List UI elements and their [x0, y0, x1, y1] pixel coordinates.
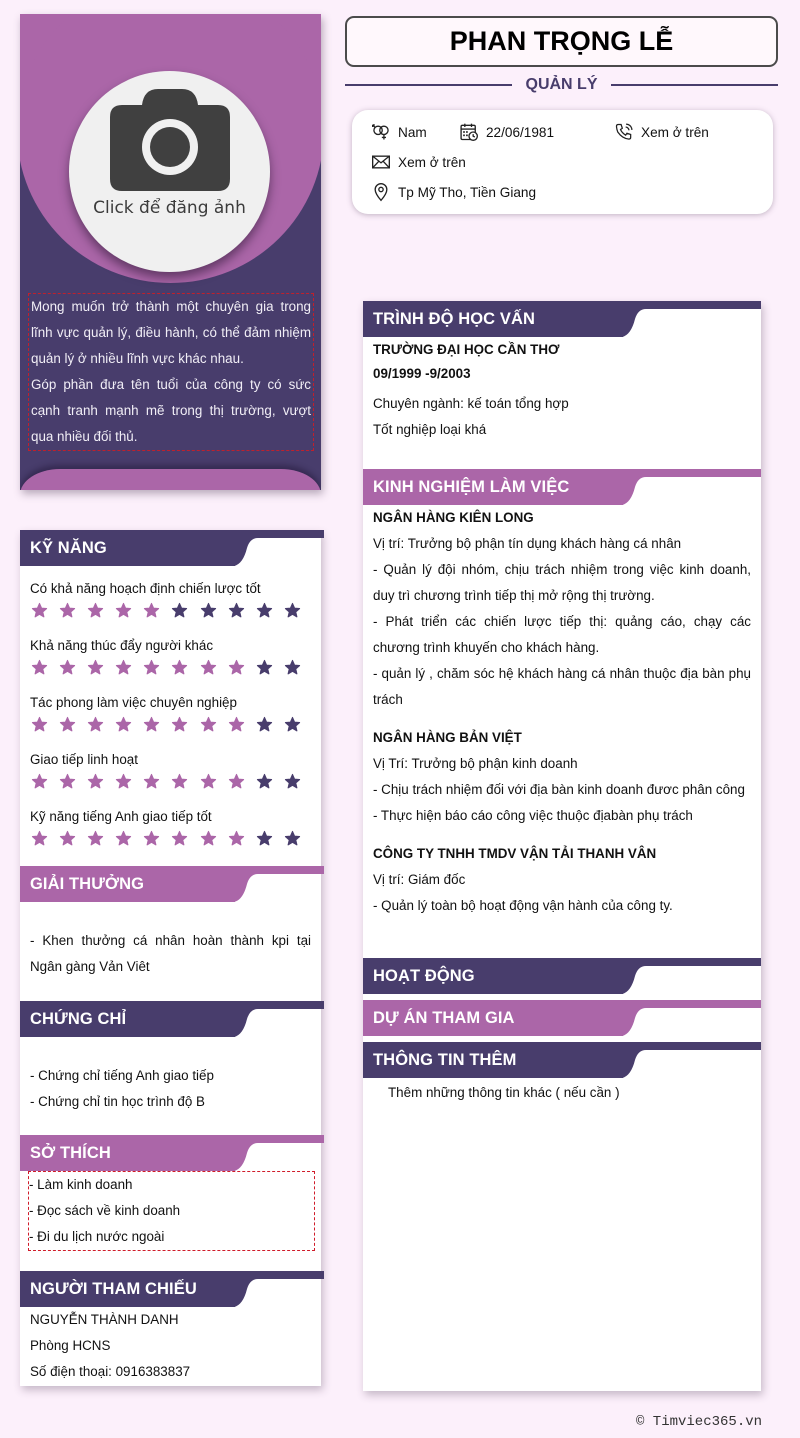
star-filled-icon[interactable]: [142, 830, 170, 848]
star-empty-icon[interactable]: [283, 659, 311, 677]
job-line: - Phát triển các chiến lược tiếp thị: quảng cáo, chạy các chương trình khuyến cho khách hàng.: [373, 614, 751, 655]
star-filled-icon[interactable]: [114, 773, 142, 791]
section-title: THÔNG TIN THÊM: [373, 1051, 517, 1069]
skill-name: Tác phong làm việc chuyên nghiệp: [30, 695, 237, 710]
star-filled-icon[interactable]: [114, 602, 142, 620]
star-filled-icon[interactable]: [30, 716, 58, 734]
section-header-experience: [363, 469, 761, 505]
skill-rating[interactable]: [30, 657, 311, 692]
skill-item[interactable]: [20, 692, 321, 749]
section-header-awards: [20, 866, 324, 902]
certificates-list[interactable]: [20, 1063, 321, 1115]
star-empty-icon[interactable]: [170, 602, 198, 620]
candidate-role[interactable]: QUẢN LÝ: [525, 76, 598, 93]
star-empty-icon[interactable]: [255, 659, 283, 677]
info-email[interactable]: [371, 152, 466, 172]
star-filled-icon[interactable]: [30, 773, 58, 791]
education-content[interactable]: [363, 337, 761, 443]
header-wave: [234, 866, 294, 902]
section-header-additional: [363, 1042, 761, 1078]
star-filled-icon[interactable]: [86, 716, 114, 734]
certificate-item: - Chứng chỉ tiếng Anh giao tiếp: [30, 1068, 214, 1083]
address-value: Tp Mỹ Tho, Tiền Giang: [398, 184, 537, 200]
star-empty-icon[interactable]: [199, 602, 227, 620]
objective-paragraph: Mong muốn trở thành một chuyên gia trong lĩnh vực quản lý, điều hành, có thể đảm nhiệm quản lý ở nhiều lĩnh vực khác nhau.: [31, 299, 311, 366]
job-line: - Thực hiện báo cáo công việc thuộc địabàn phụ trách: [373, 808, 693, 823]
star-filled-icon[interactable]: [199, 830, 227, 848]
star-filled-icon[interactable]: [86, 830, 114, 848]
star-filled-icon[interactable]: [170, 716, 198, 734]
education-line: Chuyên ngành: kế toán tổng hợp: [373, 396, 569, 411]
skill-item[interactable]: [20, 578, 321, 635]
star-filled-icon[interactable]: [58, 773, 86, 791]
star-empty-icon[interactable]: [255, 830, 283, 848]
job-line: Vị trí: Trưởng bộ phận tín dụng khách hàng cá nhân: [373, 536, 682, 551]
right-column: [363, 301, 761, 1391]
header-wave: [622, 958, 682, 994]
section-header-hobbies: [20, 1135, 324, 1171]
header-wave: [622, 1000, 682, 1036]
mail-icon: [371, 152, 391, 172]
phone-icon: [614, 122, 634, 142]
skill-name: Kỹ năng tiếng Anh giao tiếp tốt: [30, 809, 212, 824]
star-filled-icon[interactable]: [227, 659, 255, 677]
contact-info-card: [352, 110, 773, 214]
calendar-icon: [459, 122, 479, 142]
location-icon: [371, 182, 391, 202]
phone-value: Xem ở trên: [641, 124, 709, 140]
skills-list: [20, 578, 321, 863]
header-wave: [234, 1001, 294, 1037]
header-wave: [622, 1042, 682, 1078]
education-line: Tốt nghiệp loại khá: [373, 422, 487, 437]
star-filled-icon[interactable]: [58, 830, 86, 848]
objective-paragraph: Góp phần đưa tên tuổi của công ty có sức cạnh tranh mạnh mẽ trong thị trường, vượt qua nhiều đối thủ.: [31, 377, 311, 444]
profile-panel: [20, 14, 321, 490]
section-title: HOẠT ĐỘNG: [373, 967, 475, 985]
school-name: TRƯỜNG ĐẠI HỌC CẦN THƠ: [373, 342, 560, 357]
role-divider: [345, 74, 778, 96]
star-filled-icon[interactable]: [199, 716, 227, 734]
reference-name: NGUYỄN THÀNH DANH: [30, 1312, 179, 1327]
header-wave: [234, 1271, 294, 1307]
skill-name: Khả năng thúc đẩy người khác: [30, 638, 214, 653]
references-list[interactable]: [20, 1307, 321, 1385]
section-title: GIẢI THƯỞNG: [30, 875, 145, 893]
header-wave: [622, 301, 682, 337]
star-filled-icon[interactable]: [199, 659, 227, 677]
star-filled-icon[interactable]: [86, 602, 114, 620]
additional-info-text[interactable]: Thêm những thông tin khác ( nếu cần ): [388, 1085, 620, 1100]
star-filled-icon[interactable]: [114, 716, 142, 734]
avatar-upload-label: Click để đăng ảnh: [93, 198, 246, 218]
star-filled-icon[interactable]: [30, 830, 58, 848]
section-header-references: [20, 1271, 324, 1307]
job-line: - quản lý , chăm sóc hệ khách hàng cá nhân thuộc địa bàn phụ trách: [373, 666, 751, 707]
info-gender[interactable]: [371, 122, 427, 142]
email-value: Xem ở trên: [398, 154, 466, 170]
skill-item[interactable]: [20, 806, 321, 863]
gender-icon: [371, 122, 391, 142]
skill-item[interactable]: [20, 635, 321, 692]
star-filled-icon[interactable]: [58, 716, 86, 734]
candidate-name[interactable]: PHAN TRỌNG LỄ: [345, 16, 778, 67]
section-title: KỸ NĂNG: [30, 539, 107, 557]
reference-department: Phòng HCNS: [30, 1338, 111, 1353]
info-address[interactable]: [371, 182, 536, 202]
section-header-projects: [363, 1000, 761, 1036]
star-filled-icon[interactable]: [142, 716, 170, 734]
star-filled-icon[interactable]: [58, 659, 86, 677]
section-title: SỞ THÍCH: [30, 1144, 111, 1162]
job-company: NGÂN HÀNG BẢN VIỆT: [373, 730, 522, 745]
star-filled-icon[interactable]: [142, 602, 170, 620]
header-wave: [234, 530, 294, 566]
hobby-item: - Làm kinh doanh: [29, 1177, 133, 1192]
star-empty-icon[interactable]: [283, 830, 311, 848]
star-filled-icon[interactable]: [142, 659, 170, 677]
avatar-upload[interactable]: [69, 71, 270, 272]
star-filled-icon[interactable]: [30, 659, 58, 677]
star-filled-icon[interactable]: [227, 830, 255, 848]
section-header-skills: [20, 530, 324, 566]
reference-phone: Số điện thoại: 0916383837: [30, 1364, 191, 1379]
info-birthday[interactable]: [459, 122, 554, 142]
star-empty-icon[interactable]: [255, 773, 283, 791]
copyright-footer: © Timviec365.vn: [636, 1414, 763, 1430]
skill-item[interactable]: [20, 749, 321, 806]
hobby-item: - Đọc sách về kinh doanh: [29, 1203, 181, 1218]
job-line: - Chịu trách nhiệm đối với địa bàn kinh doanh đươc phân công: [373, 782, 745, 797]
panel-bottom-wave: [20, 469, 321, 490]
job-line: Vị trí: Giám đốc: [373, 872, 466, 887]
camera-icon: [110, 87, 230, 191]
section-header-activities: [363, 958, 761, 994]
star-filled-icon[interactable]: [227, 716, 255, 734]
header-wave: [622, 469, 682, 505]
star-filled-icon[interactable]: [170, 659, 198, 677]
star-empty-icon[interactable]: [283, 773, 311, 791]
hobbies-list[interactable]: [28, 1171, 315, 1251]
section-title: CHỨNG CHỈ: [30, 1010, 127, 1028]
gender-value: Nam: [398, 124, 427, 140]
star-empty-icon[interactable]: [255, 602, 283, 620]
section-header-education: [363, 301, 761, 337]
star-filled-icon[interactable]: [199, 773, 227, 791]
star-empty-icon[interactable]: [255, 716, 283, 734]
section-title: TRÌNH ĐỘ HỌC VẤN: [373, 310, 536, 328]
skill-rating[interactable]: [30, 600, 311, 635]
hobby-item: - Đi du lịch nước ngoài: [29, 1229, 165, 1244]
star-filled-icon[interactable]: [142, 773, 170, 791]
star-filled-icon[interactable]: [114, 830, 142, 848]
skill-name: Có khả năng hoạch định chiến lược tốt: [30, 581, 261, 596]
star-filled-icon[interactable]: [86, 659, 114, 677]
star-filled-icon[interactable]: [170, 830, 198, 848]
star-filled-icon[interactable]: [170, 773, 198, 791]
awards-text[interactable]: - Khen thưởng cá nhân hoàn thành kpi tại Ngân gàng Vản Viêt: [30, 933, 311, 974]
header-wave: [234, 1135, 294, 1171]
job-line: - Quản lý toàn bộ hoạt động vận hành của công ty.: [373, 898, 673, 913]
section-title: KINH NGHIỆM LÀM VIỆC: [373, 478, 570, 496]
star-filled-icon[interactable]: [58, 602, 86, 620]
skill-rating[interactable]: [30, 714, 311, 749]
birthday-value: 22/06/1981: [486, 124, 555, 140]
star-filled-icon[interactable]: [227, 773, 255, 791]
star-empty-icon[interactable]: [283, 602, 311, 620]
job-company: CÔNG TY TNHH TMDV VẬN TẢI THANH VÂN: [373, 846, 657, 861]
star-filled-icon[interactable]: [30, 602, 58, 620]
info-phone[interactable]: [614, 122, 709, 142]
career-objective[interactable]: [28, 293, 314, 451]
experience-content[interactable]: [363, 505, 761, 919]
skill-rating[interactable]: [30, 828, 311, 863]
skill-name: Giao tiếp linh hoạt: [30, 752, 138, 767]
left-column: [20, 530, 321, 1386]
certificate-item: - Chứng chỉ tin học trình độ B: [30, 1094, 205, 1109]
job-line: Vị Trí: Trưởng bộ phận kinh doanh: [373, 756, 578, 771]
job-line: - Quản lý đội nhóm, chịu trách nhiệm trong việc kinh doanh, duy trì chương trình tiếp thị mở rộng thị trường.: [373, 562, 751, 603]
star-empty-icon[interactable]: [227, 602, 255, 620]
star-filled-icon[interactable]: [86, 773, 114, 791]
star-empty-icon[interactable]: [283, 716, 311, 734]
skill-rating[interactable]: [30, 771, 311, 806]
section-title: DỰ ÁN THAM GIA: [373, 1009, 515, 1027]
divider-line: [611, 84, 778, 86]
star-filled-icon[interactable]: [114, 659, 142, 677]
job-company: NGÂN HÀNG KIÊN LONG: [373, 510, 534, 525]
study-period: 09/1999 -9/2003: [373, 366, 471, 381]
section-title: NGƯỜI THAM CHIẾU: [30, 1280, 197, 1298]
section-header-certificates: [20, 1001, 324, 1037]
